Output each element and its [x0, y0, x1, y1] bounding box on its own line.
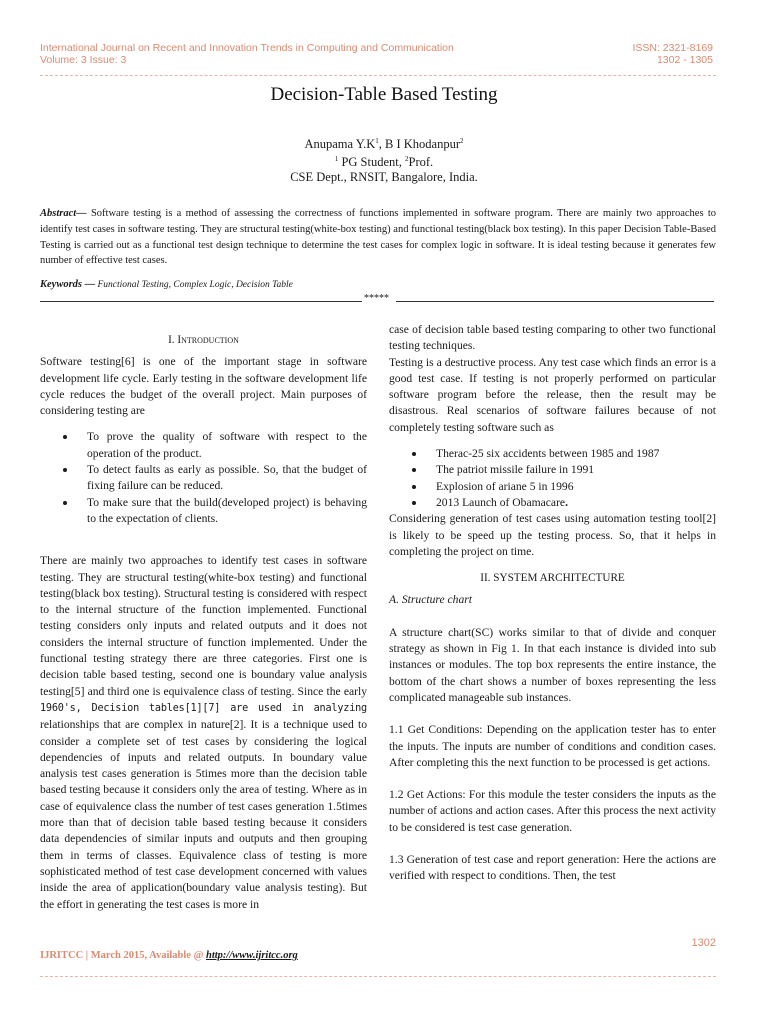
purpose-list: [40, 429, 367, 527]
list-item: To detect faults as early as possible. So, that the budget of fixing failure can be reduced.: [40, 462, 367, 495]
header-divider: [40, 75, 716, 76]
paragraph: Testing is a destructive process. Any test case which finds an error is a good test case. If testing is not properly performed on particular software program before the release, then the result may be disastrous. Real scenarios of software failures because of not completely testing software such as: [389, 355, 716, 434]
paragraph: 1.3 Generation of test case and report generation: Here the actions are verified with respect to conditions. Then, the test: [389, 853, 716, 883]
section-heading-architecture: II. SYSTEM ARCHITECTURE: [480, 572, 625, 585]
footer-divider: [40, 976, 716, 977]
page-range: 1302 - 1305: [656, 54, 713, 66]
paragraph: case of decision table based testing comparing to other two functional testing techniques.: [389, 323, 716, 353]
paper-title: Decision-Table Based Testing: [270, 84, 498, 105]
paragraph: 1.2 Get Actions: For this module the tester considers the inputs as the number of actions and action cases. After this process the next activity to be considered is test case generation.: [389, 788, 716, 834]
page-number: 1302: [691, 937, 716, 949]
abstract-label: Abstract—: [40, 208, 87, 219]
footer: IJRITCC | March 2015, Available @ http://www.ijritcc.org: [40, 950, 298, 961]
abstract-text: Software testing is a method of assessing the correctness of functions implemented in software program. There are mainly two approaches to identify test cases in software testing. They are structural testing(white-box testing) and functional testing(black box testing). In this paper Decision Table-Based Testing is carried out as a functional test design technique to determine the test cases for complex logic in software. It is ideal testing because it generates few number of effective test cases.: [40, 208, 716, 267]
list-item: To make sure that the build(developed project) is behaving to the expectation of clients.: [40, 495, 367, 528]
paragraph: There are mainly two approaches to identify test cases in software testing. They are structural testing(white-box testing) and functional testing(black box testing). Structural testing is considered with respect to the internal structure of the function implemented. Functional testing considers only inputs and related outputs and it does not considers the internal structure of function implemented. Under the functional testing strategy there are three categories. First one is decision table based testing, second one is boundary value analysis testing[5] and third one is equivalence class of testing. Since the early 1960's, Decision tables[1][7] are used in analyzing relationships that are complex in nature[2]. It is a technique used to consider a complete set of test cases by considering the logical dependencies of inputs and related outputs. In boundary value analysis test cases generation is 5times more than the decision table based testing because it considers only the area of testing. Where as in case of equivalence class the number of test cases generation 1.5times more than that of decision table based testing because it considers data dependencies of similar inputs and outputs and then grouping them in terms of classes. Equivalence class of testing is more sophisticated method of test case development concerned with values inside the area of application(boundary value analysis testing). But the effort in generating the test cases is more in: [40, 554, 367, 911]
list-item: 2013 Launch of Obamacare.: [389, 495, 716, 511]
right-column: [389, 322, 716, 885]
list-item: Therac-25 six accidents between 1985 and 1987: [389, 446, 716, 462]
journal-header: [40, 42, 454, 66]
section-heading-introduction: I. Introduction: [168, 334, 239, 346]
paragraph: Considering generation of test cases using automation testing tool[2] is likely to be speed up the testing process. So, that it helps in completing the project on time.: [389, 512, 716, 558]
failure-list: [389, 446, 716, 511]
list-item: Explosion of ariane 5 in 1996: [389, 479, 716, 495]
journal-volume: Volume: 3 Issue: 3: [40, 54, 127, 66]
subsection-heading: A. Structure chart: [389, 593, 472, 607]
journal-name: International Journal on Recent and Innovation Trends in Computing and Communication: [40, 42, 454, 54]
keywords-label: Keywords —: [40, 279, 96, 290]
keywords: [40, 279, 716, 290]
paragraph: A structure chart(SC) works similar to that of divide and conquer strategy as shown in Fig 1. In that each instance is divided into sub instances or modules. The top box represents the entire instance, the bottom of the chart shows a number of boxes representing the less complicated manageable sub instances.: [389, 625, 716, 704]
list-item: The patriot missile failure in 1991: [389, 462, 716, 478]
abstract: [40, 206, 716, 269]
separator-stars: *****: [364, 293, 389, 304]
footer-link[interactable]: http://www.ijritcc.org: [206, 950, 298, 961]
authors-block: [0, 134, 768, 185]
author-names: Anupama $Y.K^1$, B I Khodanpur$^2$: [304, 137, 464, 152]
section-separator: [40, 293, 716, 305]
left-column: [40, 322, 367, 913]
author-affiliation: $^1$ PG Student, $^2$Prof.: [334, 155, 434, 170]
author-department: CSE Dept., RNSIT, Bangalore, India.: [290, 170, 478, 185]
paragraph: Software testing[6] is one of the important stage in software development life cycle. Early testing in the software development life cycle reduces the budget of the overall project. Main purposes of considering testing are: [40, 355, 367, 418]
list-item: To prove the quality of software with respect to the operation of the product.: [40, 429, 367, 462]
issn: ISSN: 2321-8169: [632, 42, 713, 54]
paragraph: 1.1 Get Conditions: Depending on the application tester has to enter the inputs. The inputs are number of conditions and condition cases. After completing this the next function to be processed is get actions.: [389, 723, 716, 769]
keywords-text: Functional Testing, Complex Logic, Decision Table: [95, 280, 293, 290]
issn-header: [632, 42, 713, 66]
